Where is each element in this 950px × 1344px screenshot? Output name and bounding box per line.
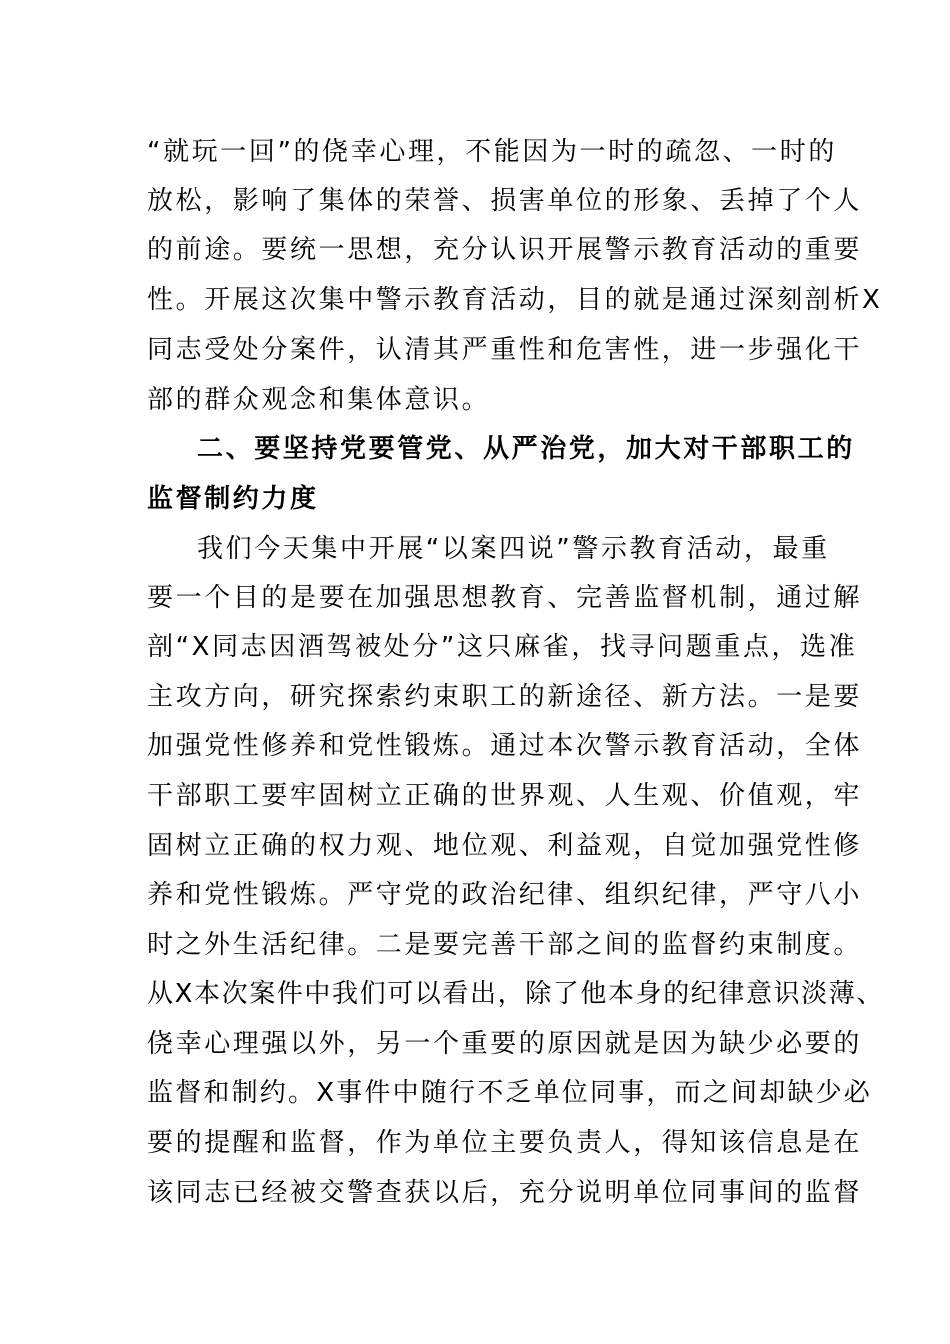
body-text-line: 要的提醒和监督，作为单位主要负责人，得知该信息是在 <box>147 1128 863 1158</box>
body-text-line: “就玩一回”的侥幸心理，不能因为一时的疏忽、一时的 <box>147 137 837 167</box>
body-text-line: 干部职工要牢固树立正确的世界观、人生观、价值观，牢 <box>147 781 863 811</box>
body-text-line: 性。开展这次集中警示教育活动，目的就是通过深刻剖析X <box>147 285 883 315</box>
body-text-line: 部的群众观念和集体意识。 <box>147 385 491 415</box>
body-text-line: 要一个目的是要在加强思想教育、完善监督机制，通过解 <box>147 583 863 613</box>
body-text-line: 剖“X同志因酒驾被处分”这只麻雀，找寻问题重点，选准 <box>147 632 858 662</box>
section-heading-line: 监督制约力度 <box>147 484 319 514</box>
body-text-line: 放松，影响了集体的荣誉、损害单位的形象、丢掉了个人 <box>147 186 863 216</box>
body-text-line: 加强党性修养和党性锻炼。通过本次警示教育活动，全体 <box>147 731 863 761</box>
body-text-line: 同志受处分案件，认清其严重性和危害性，进一步强化干 <box>147 335 863 365</box>
section-heading-line: 二、要坚持党要管党、从严治党，加大对干部职工的 <box>197 434 855 464</box>
body-text-line: 监督和制约。X事件中随行不乏单位同事，而之间却缺少必 <box>147 1078 873 1108</box>
body-text-line: 固树立正确的权力观、地位观、利益观，自觉加强党性修 <box>147 831 863 861</box>
body-text-line: 主攻方向，研究探索约束职工的新途径、新方法。一是要 <box>147 682 863 712</box>
body-text-line: 该同志已经被交警查获以后，充分说明单位同事间的监督 <box>147 1178 863 1208</box>
body-text-line: 从X本次案件中我们可以看出，除了他本身的纪律意识淡薄、 <box>147 979 885 1009</box>
body-text-line: 时之外生活纪律。二是要完善干部之间的监督约束制度。 <box>147 930 863 960</box>
body-text-line: 侥幸心理强以外，另一个重要的原因就是因为缺少必要的 <box>147 1029 863 1059</box>
body-text-line: 养和党性锻炼。严守党的政治纪律、组织纪律，严守八小 <box>147 880 863 910</box>
body-text-line: 我们今天集中开展“以案四说”警示教育活动，最重 <box>197 534 830 564</box>
body-text-line: 的前途。要统一思想，充分认识开展警示教育活动的重要 <box>147 235 863 265</box>
